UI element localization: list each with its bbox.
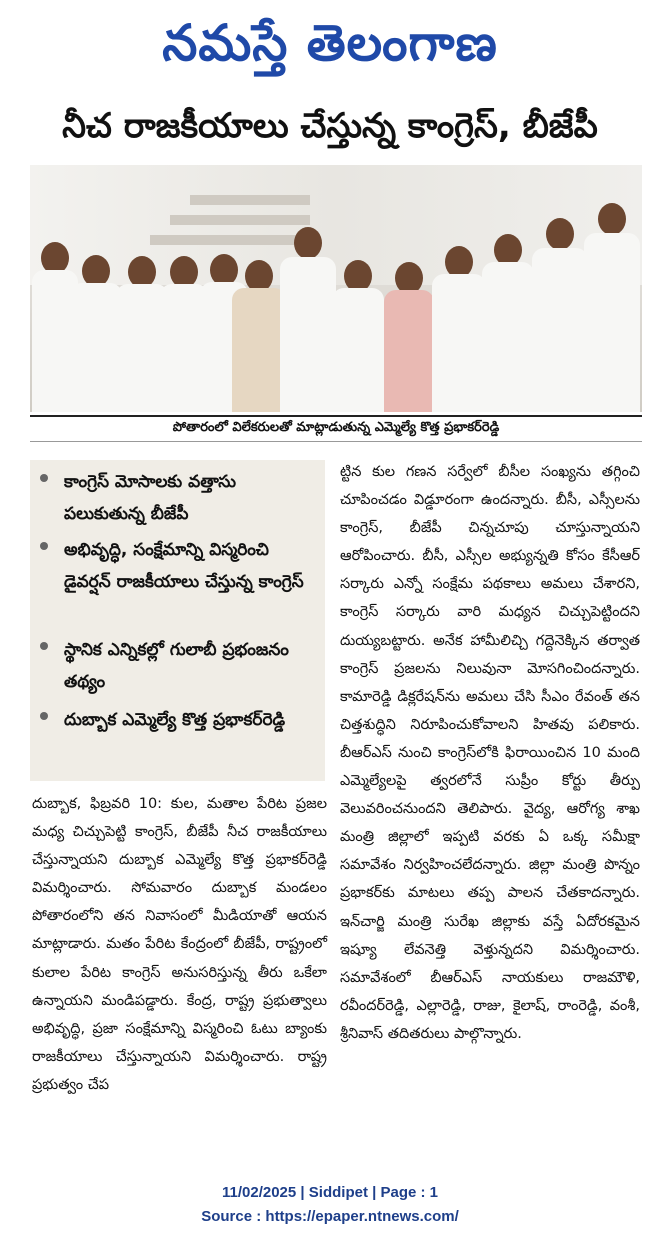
photo-caption-bar bbox=[30, 415, 642, 442]
highlights-box bbox=[30, 460, 325, 781]
bullet-icon bbox=[40, 642, 48, 650]
photo-person bbox=[582, 197, 642, 412]
bullet-icon bbox=[40, 474, 48, 482]
photo-person bbox=[278, 207, 338, 412]
bullet-icon bbox=[40, 712, 48, 720]
masthead bbox=[0, 0, 660, 100]
photo-stair bbox=[190, 195, 310, 205]
photo-person bbox=[382, 220, 436, 412]
article-body-left-column: దుబ్బాక, ఫిబ్రవరి 10: కుల, మతాల పేరిట ప్రజల మధ్య చిచ్చుపెట్టి కాంగ్రెస్, బీజేపీ నీచ రాజకీయాలు చేస్తున్నాయని దుబ్బాక ఎమ్మెల్యే కొత్త ప్రభాకర్‌రెడ్డి విమర్శించారు. సోమవారం దుబ్బాక మండలం పోతారంలోని తన నివాసంలో మీడియాతో ఆయన మాట్లాడారు. మతం పేరిట కేంద్రంలో బీజేపీ, రాష్ట్రంలో కులాల పేరిట కాంగ్రెస్ అనుసరిస్తున్న తీరు ఒకేలా ఉన్నాయని మండిపడ్డారు. కేంద్ర, రాష్ట్ర ప్రభుత్వాలు అభివృద్ధి, ప్రజా సంక్షేమాన్ని విస్మరించి ఓటు బ్యాంకు రాజకీయాలు చేస్తున్నాయని విమర్శించారు. రాష్ట్ర ప్రభుత్వం చేప bbox=[32, 796, 327, 1093]
photo-person bbox=[330, 222, 386, 412]
photo-person bbox=[530, 204, 590, 412]
highlight-text: స్థానిక ఎన్నికల్లో గులాబీ ప్రభంజనం తథ్యం bbox=[64, 640, 289, 692]
source-link[interactable]: Source : https://epaper.ntnews.com/ bbox=[201, 1208, 459, 1225]
photo-caption: పోతారంలో విలేకరులతో మాట్లాడుతున్న ఎమ్మెల్యే కొత్త ప్రభాకర్‌రెడ్డి bbox=[172, 420, 500, 435]
edition-info: 11/02/2025 | Siddipet | Page : 1 bbox=[222, 1184, 438, 1201]
article-headline: నీచ రాజకీయాలు చేస్తున్న కాంగ్రెస్, బీజేపీ bbox=[62, 106, 598, 146]
highlight-text: కాంగ్రెస్ మోసాలకు వత్తాసు పలుకుతున్న బీజేపీ bbox=[64, 472, 237, 524]
highlight-text: దుబ్బాక ఎమ్మెల్యే కొత్త ప్రభాకర్‌రెడ్డి bbox=[64, 710, 286, 730]
article-photo bbox=[30, 165, 642, 412]
bullet-icon bbox=[40, 542, 48, 550]
article-body-right-column: ట్టిన కుల గణన సర్వేలో బీసీల సంఖ్యను తగ్గించి చూపించడం విడ్డూరంగా ఉందన్నారు. బీసీ, ఎస్సీలను కాంగ్రెస్, బీజేపీ చిన్నచూపు చూస్తున్నాయని ఆరోపించారు. బీసీ, ఎస్సీల అభ్యున్నతి కోసం కేసీఆర్ సర్కారు ఎన్నో సంక్షేమ పథకాలు అమలు చేశారని, కాంగ్రెస్ సర్కారు వారి మధ్యన చిచ్చుపెట్టిందని దుయ్యబట్టారు. అనేక హామీలిచ్చి గద్దెనెక్కిన తర్వాత కాంగ్రెస్ ప్రజలను నిలువునా మోసగించిందన్నారు. కామారెడ్డి డిక్లరేషన్‌ను అమలు చేసి సీఎం రేవంత్ తన చిత్తశుద్ధిని నిరూపించుకోవాలని హితవు పలికారు. బీఆర్‌ఎస్ నుంచి కాంగ్రెస్‌లోకి ఫిరాయించిన 10 మంది ఎమ్మెల్యేలపై త్వరలోనే సుప్రీం కోర్టు తీర్పు వెలువరించనుందని తెలిపారు. వైద్య, ఆరోగ్య శాఖ మంత్రి జిల్లాలో ఇప్పటి వరకు ఏ ఒక్క సమీక్షా సమావేశం నిర్వహించలేదన్నారు. జిల్లా మంత్రి పొన్నం ప్రభాకర్‌కు మాటలు తప్ప పాలన చేతకాదన్నారు. ఇన్‌చార్జి మంత్రి సురేఖ జిల్లాకు వస్తే ఏదోరకమైన ఇష్యూ లేవనెత్తి వెళ్తున్నదని విమర్శించారు. సమావేశంలో బీఆర్‌ఎస్ నాయకులు రాజమౌళి, రవీందర్‌రెడ్డి, ఎల్లారెడ్డి, రాజు, కైలాష్, రాంరెడ్డి, వంశీ, శ్రీనివాస్ తదితరులు పాల్గొన్నారు. bbox=[340, 464, 640, 1042]
highlight-text: అభివృద్ధి, సంక్షేమాన్ని విస్మరించి డైవర్షన్ రాజకీయాలు చేస్తున్న కాంగ్రెస్ bbox=[64, 540, 304, 592]
photo-person bbox=[480, 212, 536, 412]
newspaper-logo: నమస్తే తెలంగాణ bbox=[162, 14, 498, 72]
